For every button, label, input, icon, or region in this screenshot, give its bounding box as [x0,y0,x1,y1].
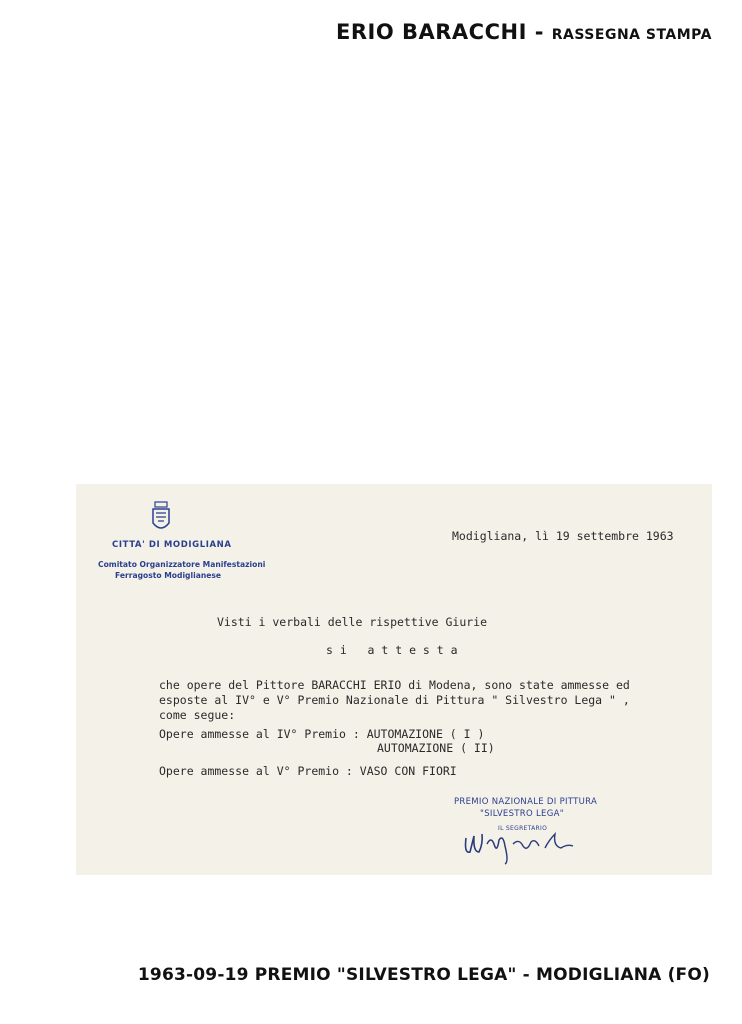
committee-line-1: Comitato Organizzatore Manifestazioni [98,560,266,569]
letterhead-committee [98,559,266,581]
city-crest-icon [150,501,172,535]
letter-body-line-2: esposte al IV° e V° Premio Nazionale di Pittura " Silvestro Lega " , [159,693,630,707]
page-header [336,20,712,44]
stamp-line-3: IL SEGRETARIO [498,825,548,832]
works-v-line: Opere ammesse al V° Premio : VASO CON FIORI [159,764,457,778]
letter-visti: Visti i verbali delle rispettive Giurie [217,615,488,629]
artist-name: ERIO BARACCHI - [336,20,552,44]
scanned-letter [76,484,712,875]
stamp-line-1: PREMIO NAZIONALE DI PITTURA [454,797,598,807]
works-iv-second: AUTOMAZIONE ( II) [377,741,495,755]
document-caption: 1963-09-19 PREMIO "SILVESTRO LEGA" - MODIGLIANA (FO) [137,965,710,985]
header-subtitle: RASSEGNA STAMPA [551,27,712,43]
letter-attesta: s i a t t e s t a [326,643,458,657]
letter-date: Modigliana, lì 19 settembre 1963 [452,529,674,543]
committee-line-2: Ferragosto Modiglianese [114,571,222,580]
handwritten-signature [461,826,581,866]
letter-body-line-3: come segue: [159,708,236,722]
letter-body-line-1: che opere del Pittore BARACCHI ERIO di Modena, sono state ammesse ed [159,678,630,692]
letterhead-city: CITTA' DI MODIGLIANA [112,540,232,550]
stamp-line-2: "SILVESTRO LEGA" [480,809,564,819]
works-iv-line: Opere ammesse al IV° Premio : AUTOMAZIONE ( I ) [159,727,485,741]
